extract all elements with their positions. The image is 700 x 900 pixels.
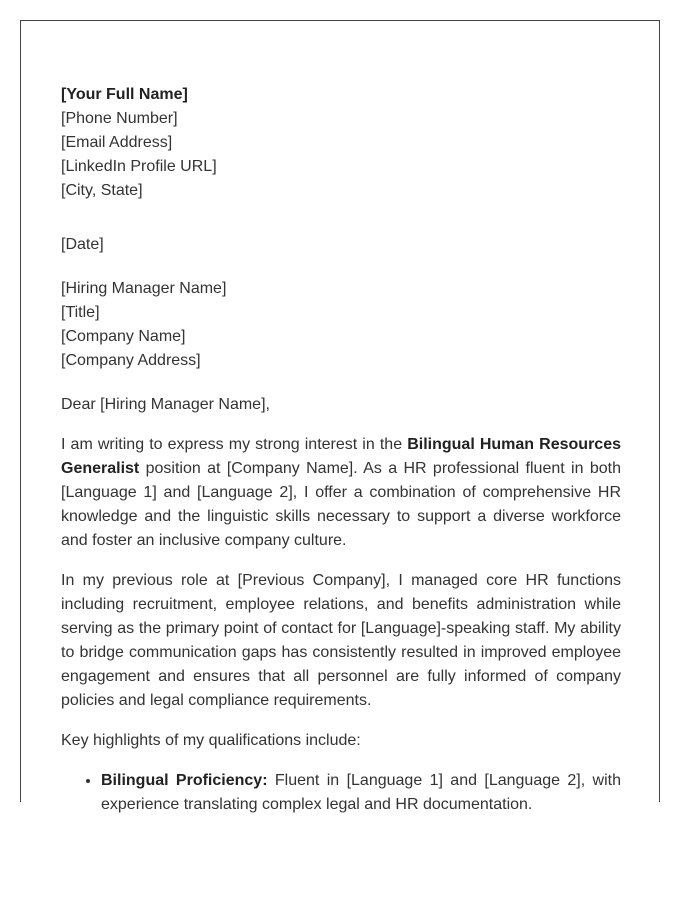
sender-location: [City, State] (61, 182, 143, 199)
recipient-name: [Hiring Manager Name] (61, 280, 227, 297)
highlights-list (61, 769, 621, 817)
salutation: Dear [Hiring Manager Name], (61, 396, 270, 413)
recipient-company: [Company Name] (61, 328, 186, 345)
sender-name: [Your Full Name] (61, 86, 188, 103)
recipient-title: [Title] (61, 304, 100, 321)
sender-linkedin: [LinkedIn Profile URL] (61, 158, 217, 175)
date-block (61, 233, 621, 257)
recipient-block (61, 277, 621, 373)
highlights-intro: Key highlights of my qualifications include: (61, 732, 361, 749)
highlight-text: Fluent in [Language 1] and [Language 2], with experience translating complex legal and HR documentation. (101, 772, 622, 813)
paragraph-intro-before: I am writing to express my strong interest in the (61, 436, 408, 453)
sender-block (61, 83, 621, 203)
list-item (101, 769, 621, 817)
paragraph-experience: In my previous role at [Previous Company], I managed core HR functions including recruitment, employee relations, and benefits administration while serving as the primary point of contact for [Language]-speaking staff. My ability to bridge communication gaps has consistently resulted in improved employee engagement and ensures that all personnel are fully informed of company policies and legal compliance requirements. (61, 572, 621, 709)
paragraph-intro-after: position at [Company Name]. As a HR professional fluent in both [Language 1] and [Language 2], I offer a combination of comprehensive HR knowledge and the linguistic skills necessary to support a diverse workforce and foster an inclusive company culture. (61, 460, 621, 549)
paragraph-intro (61, 433, 621, 553)
sender-email: [Email Address] (61, 134, 173, 151)
salutation-block (61, 393, 621, 417)
sender-phone: [Phone Number] (61, 110, 178, 127)
highlight-label: Bilingual Proficiency: (101, 772, 268, 789)
letter-page (20, 20, 660, 813)
position-title: Bilingual Human Resources Generalist (61, 436, 621, 477)
letter-content (61, 83, 621, 817)
letter-date: [Date] (61, 236, 104, 253)
recipient-address: [Company Address] (61, 352, 201, 369)
